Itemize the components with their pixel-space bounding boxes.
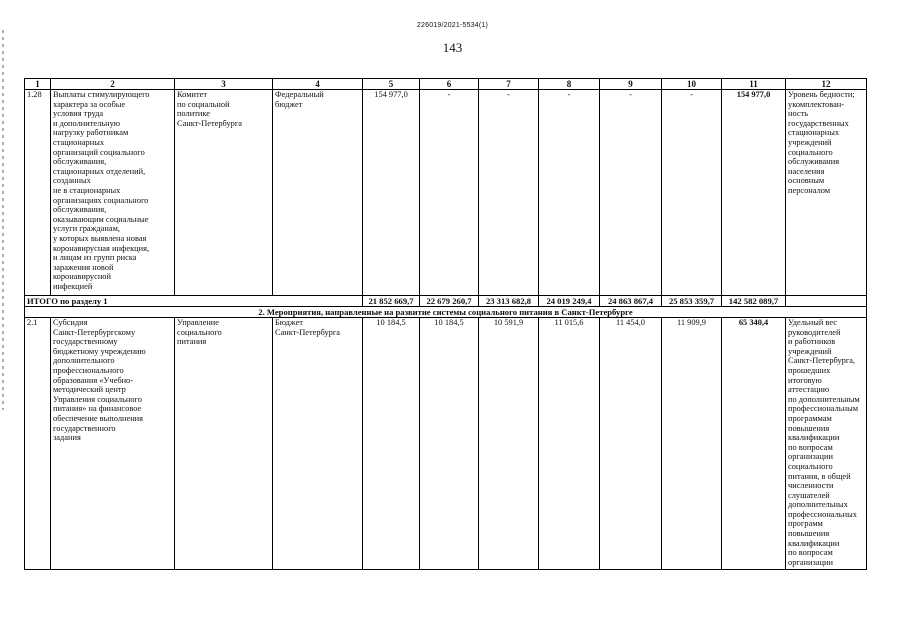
indicator: Уровень бедности; укомплектован- ность государственных стационарных учреждений социального обслуживания населения основным персоналом xyxy=(786,90,867,296)
year-1-value: 154 977,0 xyxy=(363,90,420,296)
table-row xyxy=(25,90,867,296)
year-4-total: 24 019 249,4 xyxy=(539,296,600,307)
column-number: 8 xyxy=(539,79,600,90)
year-4-value: - xyxy=(539,90,600,296)
row-number: 2.1 xyxy=(25,318,51,570)
year-1-total: 21 852 669,7 xyxy=(363,296,420,307)
year-2-total: 22 679 260,7 xyxy=(420,296,479,307)
funding-source: Бюджет Санкт-Петербурга xyxy=(273,318,363,570)
column-number: 1 xyxy=(25,79,51,90)
year-2-value: 10 184,5 xyxy=(420,318,479,570)
year-2-value: - xyxy=(420,90,479,296)
year-6-total: 25 853 359,7 xyxy=(662,296,722,307)
column-number-row xyxy=(25,79,867,90)
year-5-total: 24 863 867,4 xyxy=(600,296,662,307)
column-number: 7 xyxy=(479,79,539,90)
total-value: 65 340,4 xyxy=(722,318,786,570)
year-1-value: 10 184,5 xyxy=(363,318,420,570)
empty-cell xyxy=(786,296,867,307)
funding-source: Федеральный бюджет xyxy=(273,90,363,296)
document-id: 226019/2021-5534(1) xyxy=(416,22,489,29)
column-number: 11 xyxy=(722,79,786,90)
year-3-value: - xyxy=(479,90,539,296)
row-number: 1.28 xyxy=(25,90,51,296)
column-number: 3 xyxy=(175,79,273,90)
year-3-value: 10 591,9 xyxy=(479,318,539,570)
year-4-value: 11 015,6 xyxy=(539,318,600,570)
executor: Комитет по социальной политике Санкт-Петербурга xyxy=(175,90,273,296)
scan-margin-mark xyxy=(2,30,4,410)
indicator: Удельный вес руководителей и работников учреждений Санкт-Петербурга, прошедших итоговую аттестацию по дополнительным профессиональным программам повышения квалификации по вопросам организации социального питания, в общей численности слушателей дополнительных профессиональных программ повышения квалификации по вопросам организации xyxy=(786,318,867,570)
page-number: 143 xyxy=(442,40,463,55)
section-title: 2. Мероприятия, направленные на развитие системы социального питания в Санкт-Петербурге xyxy=(25,307,867,318)
section-total-label: ИТОГО по разделу 1 xyxy=(25,296,363,307)
measure-name: Субсидия Санкт-Петербургскому государственному бюджетному учреждению дополнительного профессионального образования «Учебно- методический центр Управления социального питания» на финансовое обеспечение выполнения государственного задания xyxy=(51,318,175,570)
measure-name: Выплаты стимулирующего характера за особые условия труда и дополнительную нагрузку работникам стационарных организаций социального обслуживания, стационарных отделений, созданных не в стационарных организациях социального обслуживания, оказывающим социальные услуги гражданам, у которых выявлена новая коронавирусная инфекция, и лицам из групп риска заражения новой коронавирусной инфекцией xyxy=(51,90,175,296)
year-6-value: 11 909,9 xyxy=(662,318,722,570)
column-number: 12 xyxy=(786,79,867,90)
section-total-row xyxy=(25,296,867,307)
program-table xyxy=(24,78,867,570)
column-number: 5 xyxy=(363,79,420,90)
year-5-value: 11 454,0 xyxy=(600,318,662,570)
year-6-value: - xyxy=(662,90,722,296)
year-5-value: - xyxy=(600,90,662,296)
year-3-total: 23 313 682,8 xyxy=(479,296,539,307)
total-value: 154 977,0 xyxy=(722,90,786,296)
grand-total: 142 582 089,7 xyxy=(722,296,786,307)
column-number: 10 xyxy=(662,79,722,90)
column-number: 2 xyxy=(51,79,175,90)
section-header-row xyxy=(25,307,867,318)
executor: Управление социального питания xyxy=(175,318,273,570)
column-number: 4 xyxy=(273,79,363,90)
table-row xyxy=(25,318,867,570)
column-number: 6 xyxy=(420,79,479,90)
column-number: 9 xyxy=(600,79,662,90)
